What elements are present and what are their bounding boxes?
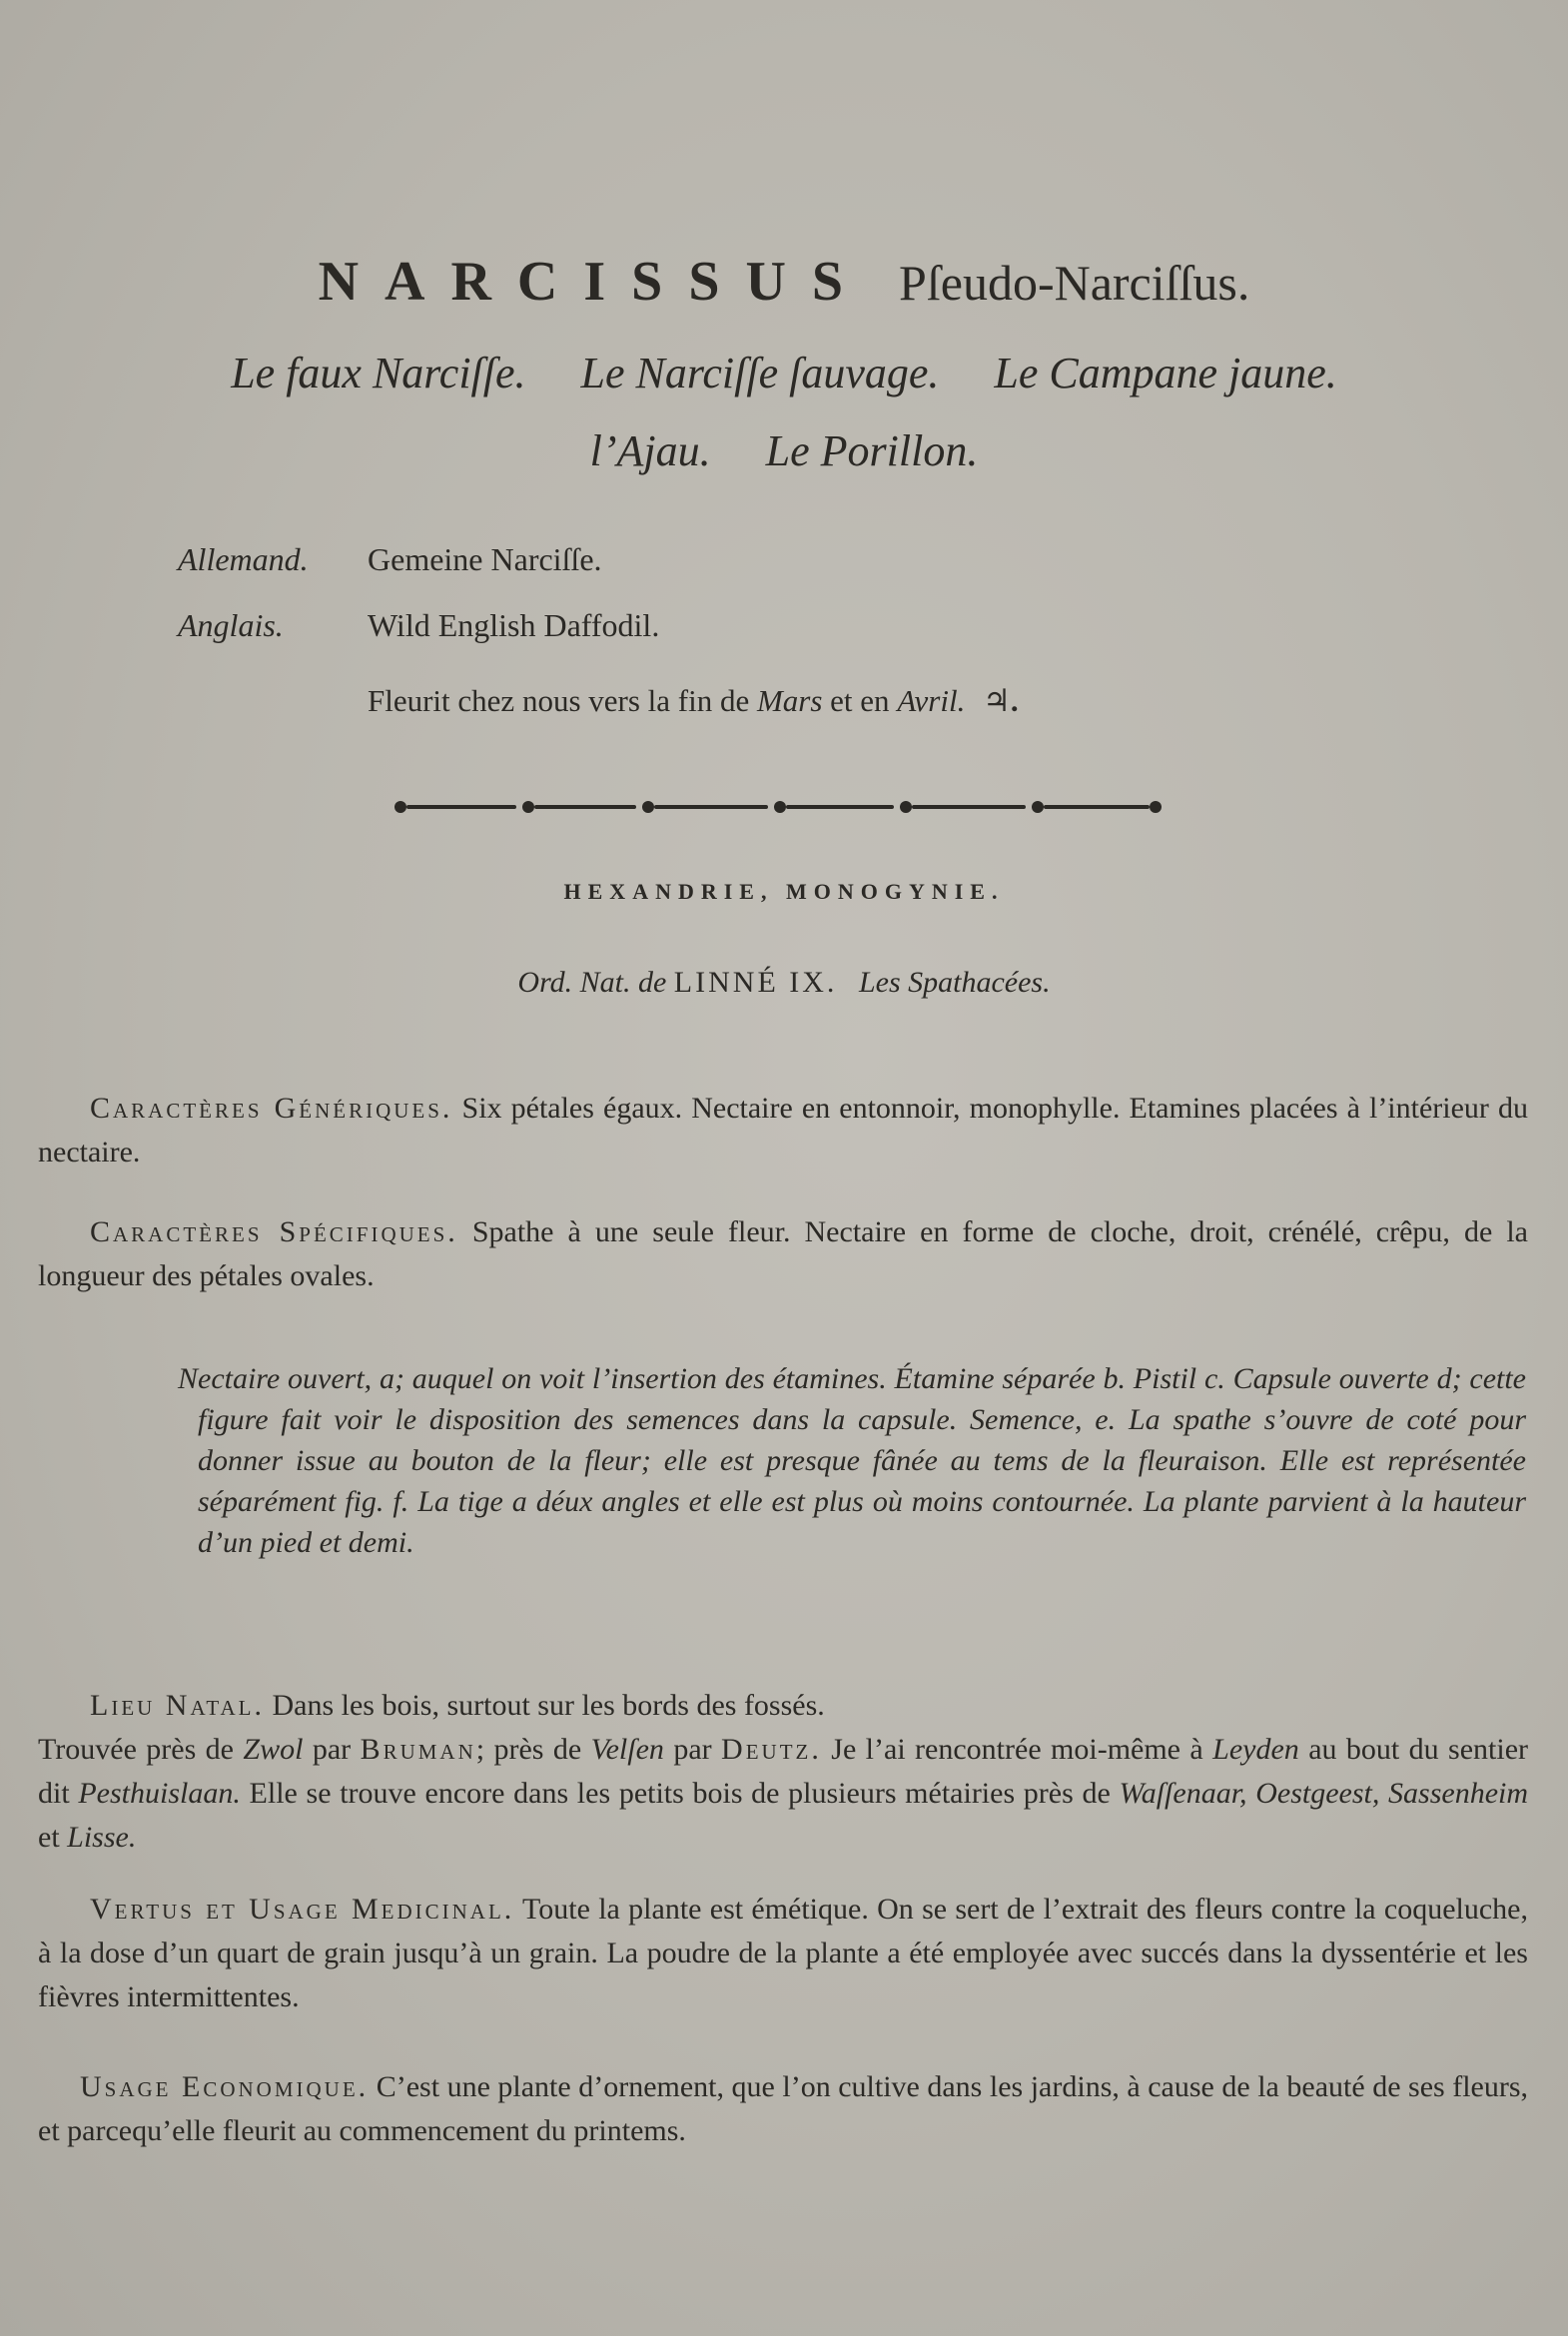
language-value-english: Wild English Daffodil. bbox=[368, 607, 660, 643]
figure-description: Nectaire ouvert, a; auquel on voit l’insertion des étamines. Étamine séparée b. Pistil c. Capsule ouverte d; cette figure fait voir le disposition des semences dans la capsule. Semence, e. La spathe s’ouvre de coté pour donner issue au bouton de la fleur; elle est presque fânée au tems de la fleuraison. Elle est représentée séparément fig. f. La tige a déux angles et elle est plus où moins contournée. La plante parvient à la hauteur d’un pied et demi. bbox=[178, 1362, 1526, 1559]
economic-uses: Usage Economique. C’est une plante d’ornement, que l’on cultive dans les jardins, à cause de la beauté de ses fleurs, et parcequ’elle fleurit au commencement du printems. bbox=[38, 2070, 1529, 2147]
common-name: Le Campane jaune. bbox=[994, 349, 1337, 397]
genus-name: NARCISSUS bbox=[318, 251, 870, 313]
ornamental-divider bbox=[392, 797, 1164, 817]
common-name: l’Ajau. bbox=[589, 426, 711, 475]
common-name: Le faux Narciſſe. bbox=[231, 349, 526, 397]
language-value-german: Gemeine Narciſſe. bbox=[368, 541, 602, 577]
specific-characters: Caractères Spécifiques. Spathe à une seule fleur. Nectaire en forme de cloche, droit, crénélé, crêpu, de la longueur des pétales ovales. bbox=[38, 1215, 1528, 1292]
linnaean-classification: HEXANDRIE, MONOGYNIE. bbox=[563, 879, 1005, 904]
perennial-symbol: ♃. bbox=[983, 683, 1019, 718]
language-label-german: Allemand. bbox=[178, 541, 309, 577]
species-name: Pſeudo-Narciſſus. bbox=[899, 255, 1250, 311]
language-label-english: Anglais. bbox=[178, 607, 284, 643]
month-april: Avril. bbox=[897, 683, 966, 718]
flowering-time: Fleurit chez nous vers la fin de Mars et en Avril. ♃. bbox=[368, 683, 1019, 718]
common-names-line-2 bbox=[0, 425, 1568, 476]
medicinal-uses: Vertus et Usage Medicinal. Toute la plante est émétique. On se sert de l’extrait des fleurs contre la coqueluche, à la dose d’un quart de grain jusqu’à un grain. La poudre de la plante a été employée avec succés dans la dyssentérie et les fièvres intermittentes. bbox=[38, 1893, 1528, 2013]
native-habitat: Lieu Natal. Dans les bois, surtout sur les bords des fossés. Trouvée près de Zwol par Bruman; près de Velſen par Deutz. Je l’ai rencontrée moi-même à Leyden au bout du sentier dit Pesthuislaan. Elle se trouve encore dans les petits bois de plusieurs métairies près de Waſſenaar, Oestgeest, Sassenheim et Lisse. bbox=[38, 1689, 1529, 1854]
month-march: Mars bbox=[756, 683, 823, 718]
common-name: Le Porillon. bbox=[765, 426, 979, 475]
generic-characters: Caractères Génériques. Six pétales égaux. Nectaire en entonnoir, monophylle. Etamines placées à l’intérieur du nectaire. bbox=[38, 1092, 1529, 1168]
page-title bbox=[0, 250, 1568, 314]
natural-order: Ord. Nat. de LINNÉ IX. Les Spathacées. bbox=[517, 966, 1051, 999]
common-names-line-1 bbox=[0, 348, 1568, 398]
common-name: Le Narciſſe ſauvage. bbox=[580, 349, 940, 397]
